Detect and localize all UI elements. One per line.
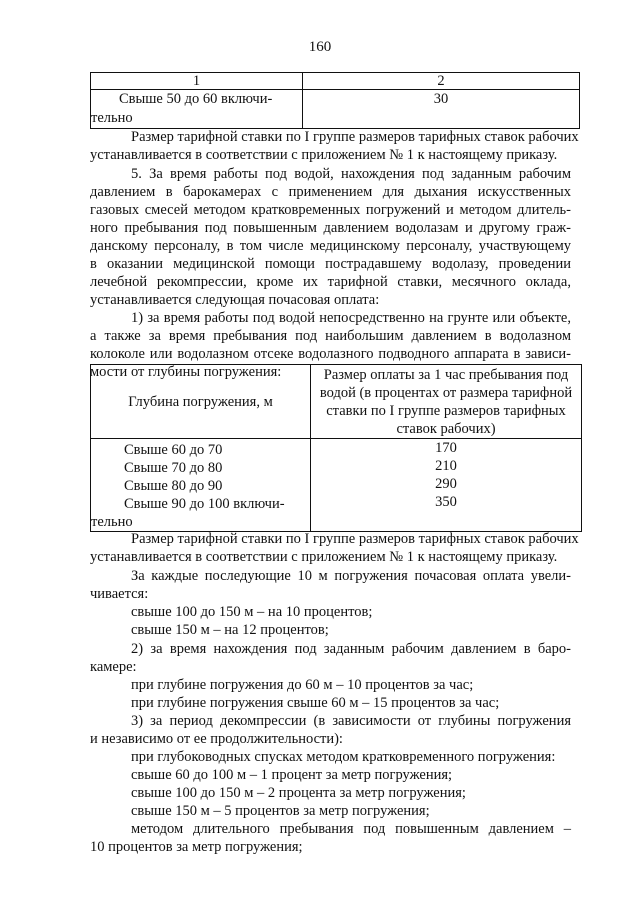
list-item: свыше 150 м – на 12 процентов;	[131, 622, 329, 638]
paragraph-line: 3) за период декомпрессии (в зависимости от глубины погружения	[131, 713, 571, 729]
list-item: свыше 100 до 150 м – на 10 процентов;	[131, 604, 373, 620]
depth-line: тельно	[91, 514, 133, 530]
paragraph-line: газовых смесей методом кратковременных погружений и методом длитель-	[90, 202, 571, 218]
paragraph-line: За каждые последующие 10 м погружения почасовая оплата увели-	[131, 568, 571, 584]
paragraph-line: чивается:	[90, 586, 149, 602]
header-line: водой (в процентах от размера тарифной	[319, 385, 573, 401]
table-header-row	[91, 365, 582, 439]
paragraph-line: устанавливается в соответствии с приложением № 1 к настоящему приказу.	[90, 549, 558, 565]
list-item: свыше 60 до 100 м – 1 процент за метр погружения;	[131, 767, 453, 783]
paragraph-line: лечебной рекомпрессии, кроме их тарифной ставки, месячного оклада,	[90, 274, 571, 290]
depth-line: Свыше 90 до 100 включи-	[124, 496, 285, 512]
paragraph-line: ного пребывания под повышенным давлением водолазам и другому граж-	[90, 220, 571, 236]
paragraph-line: 5. За время работы под водой, нахождения под заданным рабочим	[131, 166, 571, 182]
table-cell-value: 30	[303, 90, 580, 129]
list-item: свыше 100 до 150 м – 2 процента за метр погружения;	[131, 785, 466, 801]
depth-line: Свыше 50 до 60 включи-	[119, 91, 273, 107]
table-cell-depths	[91, 439, 311, 532]
header-line: ставок рабочих)	[396, 421, 496, 437]
table-header-cell: 1	[91, 73, 303, 90]
table-header-row	[91, 73, 580, 90]
list-item: при глубине погружения свыше 60 м – 15 процентов за час;	[131, 695, 500, 711]
list-item: при глубине погружения до 60 м – 10 процентов за час;	[131, 677, 474, 693]
list-item: свыше 150 м – 5 процентов за метр погружения;	[131, 803, 430, 819]
table-cell-values	[311, 439, 582, 532]
header-line: ставки по I группе размеров тарифных	[326, 403, 566, 419]
table-header-depth: Глубина погружения, м	[91, 365, 311, 439]
paragraph-line: и независимо от ее продолжительности):	[90, 731, 343, 747]
paragraph-line: колоколе или водолазном отсеке водолазного подводного аппарата в зависи-	[90, 346, 571, 362]
header-line: Размер оплаты за 1 час пребывания под	[323, 367, 569, 383]
value-line: 350	[435, 494, 457, 510]
paragraph-line: 10 процентов за метр погружения;	[90, 839, 303, 855]
paragraph-line: мости от глубины погружения:	[90, 364, 282, 380]
rate-table-continuation	[90, 72, 580, 129]
depth-pay-table	[90, 364, 582, 532]
page-number: 160	[308, 39, 332, 55]
paragraph-line: давлением в барокамерах с применением для дыхания искусственных	[90, 184, 571, 200]
paragraph-line: устанавливается в соответствии с приложением № 1 к настоящему приказу.	[90, 147, 558, 163]
value-line: 170	[435, 440, 457, 456]
paragraph-line: камере:	[90, 659, 137, 675]
list-item: при глубоководных спусках методом кратковременного погружения:	[131, 749, 556, 765]
paragraph-line: данскому персоналу, в том числе медицинскому персоналу, участвующему	[90, 238, 571, 254]
paragraph-line: устанавливается следующая почасовая оплата:	[90, 292, 380, 308]
value-line: 290	[435, 476, 457, 492]
table-header-cell: 2	[303, 73, 580, 90]
value-line: 210	[435, 458, 457, 474]
paragraph-line: Размер тарифной ставки по I группе размеров тарифных ставок рабочих	[131, 531, 579, 547]
table-row	[91, 90, 580, 129]
paragraph-line: 1) за время работы под водой непосредственно на грунте или объекте,	[131, 310, 571, 326]
paragraph-line: методом длительного пребывания под повышенным давлением –	[131, 821, 571, 837]
table-header-pay	[311, 365, 582, 439]
depth-line: тельно	[91, 110, 133, 126]
table-row	[91, 439, 582, 532]
paragraph-line: 2) за время нахождения под заданным рабочим давлением в баро-	[131, 641, 571, 657]
paragraph-line: в оказании медицинской помощи пострадавшему водолазу, проведении	[90, 256, 571, 272]
depth-line: Свыше 80 до 90	[124, 478, 223, 494]
depth-line: Свыше 60 до 70	[124, 442, 223, 458]
paragraph-line: Размер тарифной ставки по I группе размеров тарифных ставок рабочих	[131, 129, 579, 145]
paragraph-line: а также за время пребывания под наибольшим давлением в водолазном	[90, 328, 571, 344]
depth-line: Свыше 70 до 80	[124, 460, 223, 476]
table-cell-depth	[91, 90, 303, 129]
